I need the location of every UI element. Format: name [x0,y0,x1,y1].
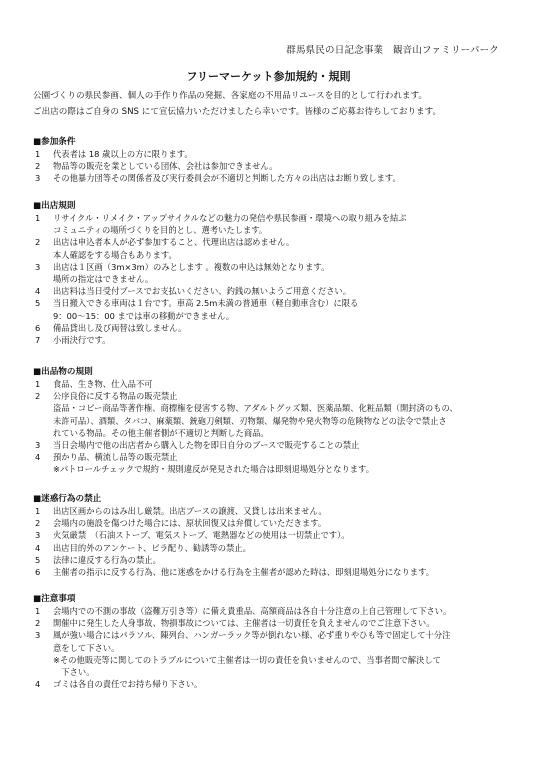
item-text: 開催中に発生した人身事故、物損事故については、主催者は一切責任を負えませんのでご注意下さい。 [53,618,435,629]
list-item [33,148,518,160]
item-text: 出店目的外のアンケート、ビラ配り、勧誘等の禁止。 [53,542,251,553]
list-item [33,172,518,184]
section-heading: ■注意事項 [33,594,76,604]
item-text: 出店区画からのはみ出し厳禁。出店ブースの譲渡、又貸しは出来ません。 [53,506,327,516]
item-text: 火気厳禁 （石油ストーブ、電気ストーブ、電熱器などの使用は一切禁止です）。 [53,530,350,541]
section-participation [33,136,518,185]
list-item [33,212,518,236]
item-number: 1 [35,213,41,223]
item-text: 食品、生き物、仕入品不可 [53,379,153,389]
page-title: フリーマーケット参加規約・規則 [186,70,351,83]
item-text: 主催者の指示に反する行為、他に迷惑をかける行為を主催者が認めた時は、即刻退場処分になります。 [53,567,434,578]
item-number: 3 [35,440,41,451]
item-text: 風が強い場合にはパラソル、陳列台、ハンガーラック等が倒れない様、必ず重りやひも等で固定して十分注 意をして下さい。 ※その他販売等に関してのトラブルについて主催者は一切の責任を負いませんので、当事者間で解決して 下さい。 [53,630,451,678]
item-number: 1 [35,379,41,389]
item-text: 会場内での不測の事故（盗難万引き等）に備え貴重品、高額商品は各自十分注意の上自己管理して下さい。 [53,606,452,616]
item-text: 出店は１区画（3m×3m）のみとします 。複数の申込は無効となります。 場所の指定はできません。 [53,261,330,285]
item-text: 備品貸出し及び両替は致しません。 [53,322,187,333]
section-heading: ■参加条件 [33,137,76,147]
section-heading: ■迷惑行為の禁止 [33,494,102,504]
intro-line-1: 公園づくりの県民参画、個人の手作り作品の発掘、各家庭の不用品リユースを目的として行われます。 [33,91,428,101]
item-number: 3 [35,630,41,641]
item-text: 公序良俗に反する物品の販売禁止 盗品・コピー商品等著作権、商標権を侵害する物、アダルトグッズ類、医薬品類、化粧品類（開封済のもの、 未許可品）、酒類、タバコ、麻薬類、銃砲刀剣類、刃物類、爆発物や発火物等の危険物などの法令で禁止さ れている物品。その他主催者側が不適切と判断した商品。 [53,391,458,438]
list-item [33,629,518,678]
list-item [33,505,518,517]
list-item [33,529,518,541]
item-text: 法律に違反する行為の禁止。 [53,554,161,565]
item-text: 小雨決行です。 [53,335,111,346]
list-item [33,285,518,297]
list-item [33,517,518,529]
list-item [33,297,518,321]
item-number: 6 [35,567,41,578]
item-number: 5 [35,298,41,309]
item-number: 4 [35,542,41,553]
item-number: 1 [35,149,41,159]
item-number: 1 [35,506,41,516]
item-text: 出店料は当日受付ブースでお支払いください、釣銭の無いようご用意ください。 [53,286,352,297]
list-item [33,451,518,475]
section-store-rules [33,200,518,346]
list-item [33,566,518,578]
intro-line-2: ご出店の際はご自身の SNS にて宣伝協力いただけましたら幸いです。皆様のご応募お待ちしております。 [33,107,442,117]
item-number: 4 [35,452,41,463]
list-item [33,390,518,439]
item-text: 代表者は 18 歳以上の方に限ります。 [53,149,193,159]
item-text: 預かり品、横流し品等の販売禁止 ※パトロールチェックで規約・規則違反が発見された場合は即刻退場処分となります。 [53,452,374,475]
item-number: 5 [35,554,41,565]
list-item [33,678,518,690]
item-text: ゴミは各自の責任でお持ち帰り下さい。 [53,679,203,690]
section-notes [33,593,518,690]
list-item [33,160,518,172]
item-text: 会場内の施設を傷つけた場合には、原状回復又は弁償していただきます。 [53,518,327,529]
item-number: 1 [35,606,41,616]
list-item [33,554,518,566]
item-number: 2 [35,237,41,248]
organizer-name: 群馬県民の日記念事業 観音山ファミリーパーク [286,45,499,56]
item-text: 当日搬入できる車両は１台です。車高 2.5m未満の普通車（軽自動車含む）に限る 9：00～15：00 までは車の移動ができません。 [53,298,359,321]
section-prohibited-acts [33,493,518,578]
item-text: 当日会場内で他の出店者から購入した物を即日自分のブースで販売することの禁止 [53,440,360,451]
item-number: 3 [35,173,41,184]
list-item [33,322,518,334]
section-heading: ■出品物の規則 [33,367,93,377]
list-item [33,439,518,451]
item-number: 4 [35,679,41,690]
item-number: 7 [35,335,41,346]
item-number: 6 [35,322,41,333]
section-item-rules [33,366,518,476]
item-number: 4 [35,286,41,297]
list-item [33,605,518,617]
item-number: 3 [35,530,41,541]
list-item [33,236,518,260]
item-number: 2 [35,391,41,402]
item-number: 2 [35,518,41,529]
item-number: 3 [35,261,41,272]
item-number: 2 [35,161,41,172]
item-text: その他暴力団等その関係者及び実行委員会が不適切と判断した方々の出店はお断り致します。 [53,173,401,184]
item-text: リサイクル・リメイク・アップサイクルなどの魅力の発信や県民参画・環境への取り組みを結ぶ コミュニティの場所づくりを目的とし、選考いたします。 [53,213,407,236]
item-number: 2 [35,618,41,629]
list-item [33,542,518,554]
list-item [33,378,518,390]
item-text: 出店は申込者本人が必ず参加すること、代理出店は認めません。 本人確認をする場合もあります。 [53,237,295,260]
item-text: 物品等の販売を業としている団体、会社は参加できません。 [53,161,278,172]
list-item [33,334,518,346]
section-heading: ■出店規則 [33,201,76,211]
list-item [33,261,518,285]
list-item [33,617,518,629]
